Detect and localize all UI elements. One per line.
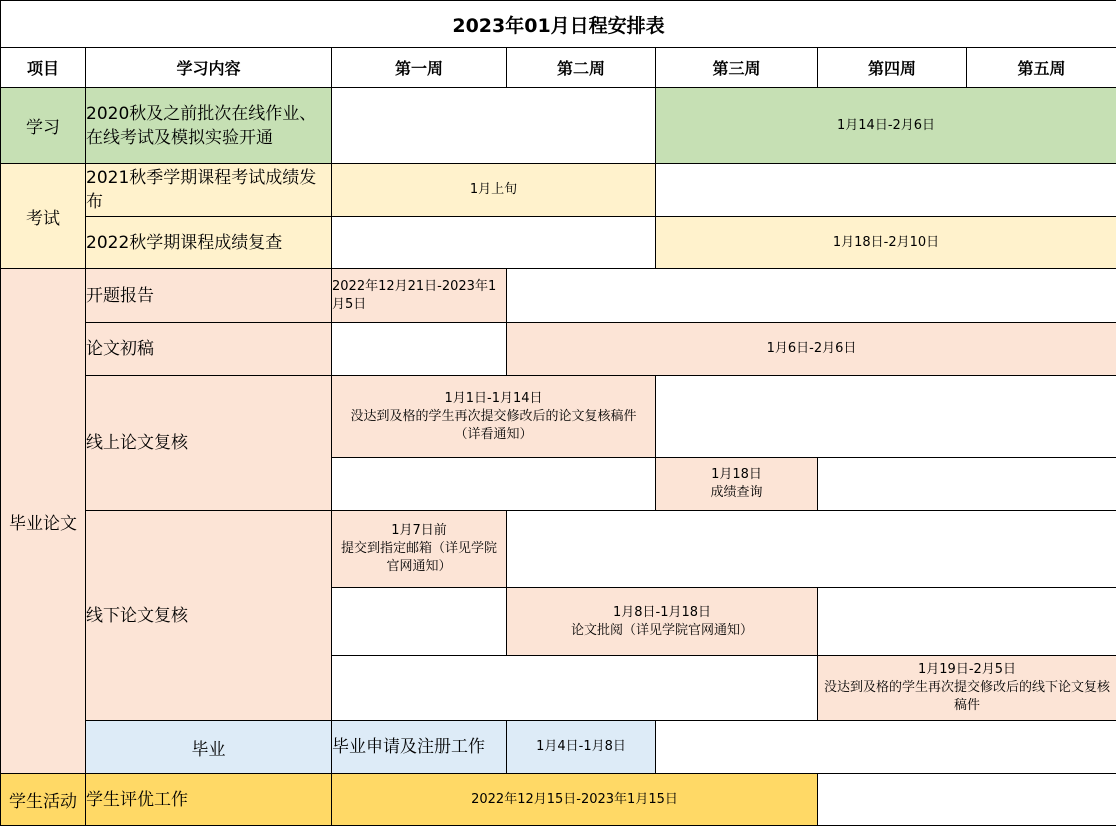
empty-cell bbox=[818, 588, 1116, 656]
category-thesis: 毕业论文 bbox=[1, 269, 86, 774]
bar-online-review-score-date: 1月18日 bbox=[711, 467, 762, 482]
bar-activity-award: 2022年12月15日-2023年1月15日 bbox=[332, 774, 818, 826]
header-week-1: 第一周 bbox=[332, 48, 507, 88]
empty-cell bbox=[332, 588, 507, 656]
empty-cell bbox=[332, 656, 818, 721]
item-thesis-proposal: 开题报告 bbox=[86, 269, 332, 323]
bar-online-review-resubmit-date: 1月1日-1月14日 bbox=[444, 390, 543, 406]
empty-cell bbox=[332, 88, 656, 164]
header-category: 项目 bbox=[1, 48, 86, 88]
empty-cell bbox=[332, 217, 656, 269]
bar-online-review-score-desc: 成绩查询 bbox=[710, 485, 763, 500]
bar-exam-recheck: 1月18日-2月10日 bbox=[656, 217, 1116, 269]
bar-offline-review-submit-date: 1月7日前 bbox=[391, 523, 447, 538]
header-content: 学习内容 bbox=[86, 48, 332, 88]
empty-cell bbox=[507, 511, 1116, 588]
bar-offline-review-resubmit bbox=[818, 656, 1116, 721]
empty-cell bbox=[656, 721, 1116, 774]
empty-cell bbox=[507, 269, 1116, 323]
item-graduation-apply: 毕业申请及注册工作 bbox=[332, 721, 507, 774]
bar-online-review-score bbox=[656, 458, 818, 511]
item-activity-award: 学生评优工作 bbox=[86, 774, 332, 826]
header-week-2: 第二周 bbox=[507, 48, 656, 88]
bar-graduation-apply: 1月4日-1月8日 bbox=[507, 721, 656, 774]
item-study-open: 2020秋及之前批次在线作业、在线考试及模拟实验开通 bbox=[86, 88, 332, 164]
bar-exam-results: 1月上旬 bbox=[332, 164, 656, 217]
table-title: 2023年01月日程安排表 bbox=[1, 1, 1116, 48]
bar-offline-review-marking bbox=[507, 588, 818, 656]
bar-offline-review-marking-desc: 论文批阅（详见学院官网通知） bbox=[570, 622, 753, 638]
header-week-3: 第三周 bbox=[656, 48, 818, 88]
empty-cell bbox=[656, 164, 1116, 217]
item-thesis-draft: 论文初稿 bbox=[86, 323, 332, 376]
category-exam: 考试 bbox=[1, 164, 86, 269]
empty-cell bbox=[818, 458, 1116, 511]
bar-offline-review-submit bbox=[332, 511, 507, 588]
empty-cell bbox=[332, 458, 656, 511]
item-thesis-offline-review: 线下论文复核 bbox=[86, 511, 332, 721]
empty-cell bbox=[818, 774, 1116, 826]
bar-online-review-resubmit-desc: 没达到及格的学生再次提交修改后的论文复核稿件（详看通知） bbox=[350, 408, 637, 442]
bar-study-open: 1月14日-2月6日 bbox=[656, 88, 1116, 164]
bar-offline-review-submit-desc: 提交到指定邮箱（详见学院官网通知） bbox=[340, 541, 497, 574]
bar-online-review-resubmit bbox=[332, 376, 656, 458]
item-exam-results: 2021秋季学期课程考试成绩发布 bbox=[86, 164, 332, 217]
bar-offline-review-resubmit-date: 1月19日-2月5日 bbox=[918, 662, 1017, 677]
bar-offline-review-resubmit-desc: 没达到及格的学生再次提交修改后的线下论文复核稿件 bbox=[824, 680, 1111, 713]
header-week-4: 第四周 bbox=[818, 48, 967, 88]
empty-cell bbox=[332, 323, 507, 376]
bar-thesis-draft: 1月6日-2月6日 bbox=[507, 323, 1116, 376]
category-graduation: 毕业 bbox=[86, 721, 332, 774]
bar-offline-review-marking-date: 1月8日-1月18日 bbox=[612, 604, 712, 620]
item-exam-recheck: 2022秋学期课程成绩复查 bbox=[86, 217, 332, 269]
bar-thesis-proposal: 2022年12月21日-2023年1月5日 bbox=[332, 269, 507, 323]
header-week-5: 第五周 bbox=[967, 48, 1116, 88]
item-thesis-online-review: 线上论文复核 bbox=[86, 376, 332, 511]
category-activity: 学生活动 bbox=[1, 774, 86, 826]
category-study: 学习 bbox=[1, 88, 86, 164]
empty-cell bbox=[656, 376, 1116, 458]
